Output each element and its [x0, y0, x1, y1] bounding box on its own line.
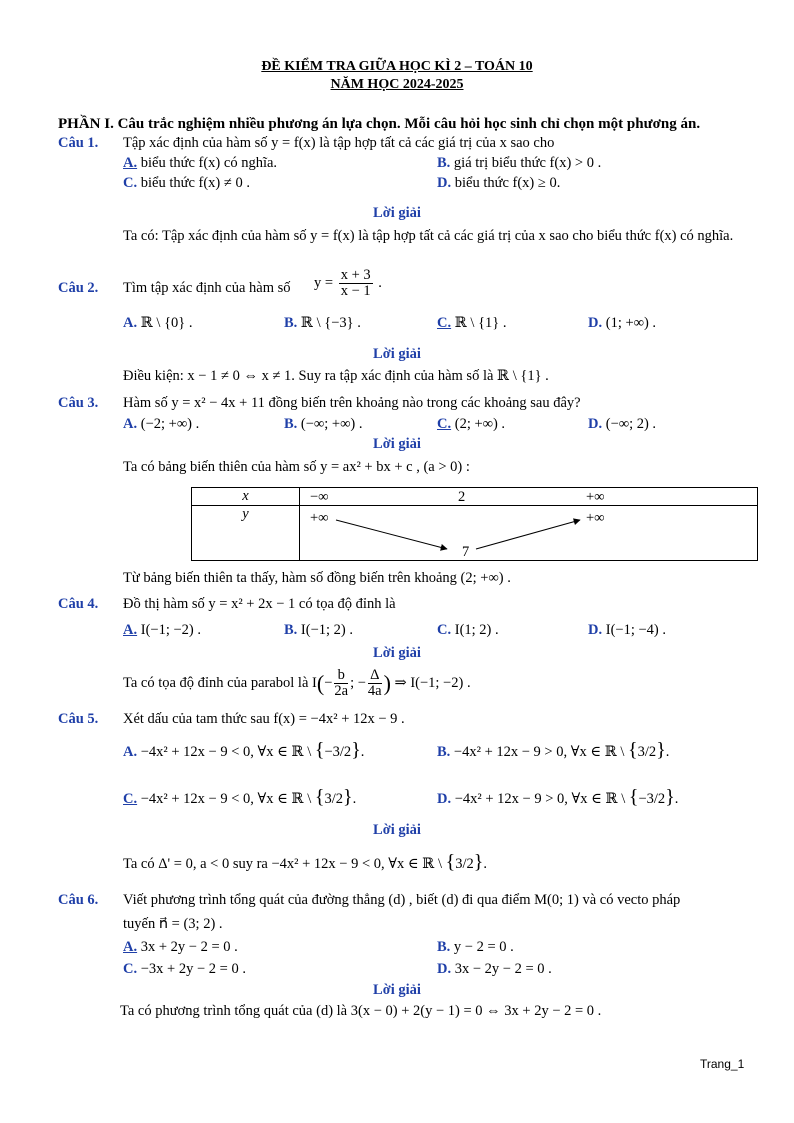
option-fraction: 3/2 — [324, 791, 343, 807]
option-text: ℝ \ {0} . — [140, 315, 193, 331]
fraction-numerator: b — [334, 668, 348, 684]
option-text: ℝ \ {−3} . — [300, 315, 361, 331]
table-cell-y-values — [300, 506, 758, 561]
option-label: B. — [437, 939, 451, 955]
q1-option-c — [123, 175, 250, 192]
option-text: biểu thức f(x) ≥ 0. — [454, 175, 561, 191]
fraction-denominator: 2a — [334, 683, 349, 700]
variation-table — [191, 487, 758, 561]
q4-option-a — [123, 622, 201, 639]
option-label: A. — [123, 155, 138, 171]
y-value-right: +∞ — [586, 510, 605, 526]
solution-result: ⇒ I(−1; −2) . — [394, 675, 471, 692]
q5-text: Xét dấu của tam thức sau f(x) = −4x² + 12x − 9 . — [123, 711, 405, 727]
q5-number: Câu 5. — [58, 711, 99, 727]
option-text: −4x² + 12x − 9 > 0, ∀x ∈ ℝ \ — [453, 744, 625, 760]
option-text: (2; +∞) . — [454, 416, 506, 432]
x-label: x — [242, 488, 249, 504]
q3-solution-label: Lời giải — [373, 436, 421, 452]
option-text: 3x − 2y − 2 = 0 . — [454, 961, 552, 977]
q3-option-d — [588, 416, 656, 433]
q3-solution-end: Từ bảng biến thiên ta thấy, hàm số đồng biến trên khoảng (2; +∞) . — [123, 570, 511, 586]
q3-solution-intro: Ta có bảng biến thiên của hàm số y = ax² + bx + c , (a > 0) : — [123, 459, 470, 475]
option-label: A. — [123, 416, 138, 432]
q2-option-a — [123, 315, 192, 332]
section-heading: PHẦN I. Câu trắc nghiệm nhiều phương án lựa chọn. Mỗi câu hỏi học sinh chỉ chọn một phương án. — [58, 116, 701, 132]
q5-solution: Ta có Δ' = 0, a < 0 suy ra −4x² + 12x − 9 < 0, ∀x ∈ ℝ \ {3/2}. — [123, 851, 487, 873]
q6-solution: Ta có phương trình tổng quát của (d) là 3(x − 0) + 2(y − 1) = 0 ⇔ 3x + 2y − 2 = 0 . — [120, 1003, 602, 1019]
option-label: D. — [588, 416, 603, 432]
option-label: C. — [123, 961, 138, 977]
option-label: C. — [437, 416, 452, 432]
table-cell-y-label — [192, 506, 300, 561]
option-label: A. — [123, 622, 138, 638]
q2-option-c — [437, 315, 506, 332]
option-text: y − 2 = 0 . — [453, 939, 514, 955]
option-label: D. — [588, 315, 603, 331]
x-value: −∞ — [310, 489, 329, 505]
option-text: (−∞; +∞) . — [300, 416, 363, 432]
option-label: C. — [123, 175, 138, 191]
q3-option-c — [437, 416, 505, 433]
option-label: C. — [437, 622, 452, 638]
solution-text: Ta có tọa độ đỉnh của parabol là I — [123, 675, 317, 692]
q2-function: y = $\frac{x + 3}{x - 1}$ . — [314, 267, 382, 300]
y-label: y — [242, 506, 249, 522]
q2-option-d — [588, 315, 656, 332]
option-text: biểu thức f(x) có nghĩa. — [140, 155, 278, 171]
q6-text-line1: Viết phương trình tổng quát của đường thẳng (d) , biết (d) đi qua điểm M(0; 1) và có vecto pháp — [123, 892, 681, 908]
q5-option-b: B. −4x² + 12x − 9 > 0, ∀x ∈ ℝ \ {3/2}. — [437, 739, 670, 761]
q5-option-a: A. −4x² + 12x − 9 < 0, ∀x ∈ ℝ \ {−3/2}. — [123, 739, 365, 761]
solution-fraction: 3/2 — [455, 856, 474, 872]
q1-text: Tập xác định của hàm số y = f(x) là tập hợp tất cả các giá trị của x sao cho — [123, 135, 555, 151]
fraction — [368, 668, 382, 699]
q4-number: Câu 4. — [58, 596, 99, 612]
option-label: D. — [437, 791, 452, 807]
q4-solution-label: Lời giải — [373, 645, 421, 661]
increasing-arrow — [476, 520, 580, 549]
q5-solution-label: Lời giải — [373, 822, 421, 838]
option-text: giá trị biểu thức f(x) > 0 . — [453, 155, 602, 171]
option-label: A. — [123, 744, 138, 760]
q4-solution: Ta có tọa độ đỉnh của parabol là I(− $\frac{b}{2a}$ ; − $\frac{\Delta}{4a}$ ) ⇒ I(−1; −2) . — [123, 667, 471, 700]
fraction — [334, 668, 348, 699]
q5-option-d: D. −4x² + 12x − 9 > 0, ∀x ∈ ℝ \ {−3/2}. — [437, 786, 679, 808]
q6-option-a — [123, 939, 238, 956]
option-text: I(−1; 2) . — [300, 622, 353, 638]
option-fraction: −3/2 — [324, 744, 352, 760]
option-label: B. — [437, 155, 451, 171]
q1-number: Câu 1. — [58, 135, 99, 151]
option-text: −4x² + 12x − 9 < 0, ∀x ∈ ℝ \ — [140, 791, 312, 807]
option-text: biểu thức f(x) ≠ 0 . — [140, 175, 250, 191]
option-text: 3x + 2y − 2 = 0 . — [140, 939, 238, 955]
q2-solution-label: Lời giải — [373, 346, 421, 362]
option-text: I(1; 2) . — [454, 622, 499, 638]
q6-option-c — [123, 961, 246, 978]
y-value-left: +∞ — [310, 510, 329, 526]
q3-option-a — [123, 416, 199, 433]
q4-option-c — [437, 622, 499, 639]
decreasing-arrow — [336, 520, 447, 549]
q3-number: Câu 3. — [58, 395, 99, 411]
option-text: −3x + 2y − 2 = 0 . — [140, 961, 246, 977]
y-value-min: 7 — [462, 544, 470, 560]
option-text: −4x² + 12x − 9 > 0, ∀x ∈ ℝ \ — [454, 791, 626, 807]
q2-option-b — [284, 315, 361, 332]
fraction — [339, 268, 373, 299]
page-number: Trang_1 — [700, 1057, 745, 1071]
option-label: A. — [123, 315, 138, 331]
q6-number: Câu 6. — [58, 892, 99, 908]
option-label: B. — [437, 744, 451, 760]
option-label: D. — [437, 961, 452, 977]
q3-text: Hàm số y = x² − 4x + 11 đồng biến trên khoảng nào trong các khoảng sau đây? — [123, 395, 581, 411]
option-text: −4x² + 12x − 9 < 0, ∀x ∈ ℝ \ — [140, 744, 312, 760]
q4-option-b — [284, 622, 353, 639]
q2-number: Câu 2. — [58, 280, 99, 296]
q4-option-d — [588, 622, 666, 639]
exam-title: ĐỀ KIỂM TRA GIỮA HỌC KÌ 2 – TOÁN 10 — [261, 59, 533, 74]
option-text: (1; +∞) . — [605, 315, 657, 331]
q1-option-d — [437, 175, 560, 192]
option-text: ℝ \ {1} . — [454, 315, 507, 331]
fraction-denominator: x − 1 — [340, 283, 371, 300]
option-label: D. — [588, 622, 603, 638]
fraction-denominator: 4a — [367, 683, 382, 700]
function-lhs: y = — [314, 275, 334, 292]
q6-solution-label: Lời giải — [373, 982, 421, 998]
q6-text-line2: tuyến n⃗ = (3; 2) . — [123, 916, 223, 932]
option-label: B. — [284, 622, 298, 638]
variation-arrows — [300, 506, 760, 562]
q1-option-b — [437, 155, 601, 172]
q2-text: Tìm tập xác định của hàm số — [123, 280, 291, 296]
q1-solution-label: Lời giải — [373, 205, 421, 221]
q4-text: Đồ thị hàm số y = x² + 2x − 1 có tọa độ đỉnh là — [123, 596, 396, 612]
solution-text: Ta có Δ' = 0, a < 0 suy ra −4x² + 12x − 9 < 0, ∀x ∈ ℝ \ — [123, 856, 442, 872]
option-fraction: 3/2 — [637, 744, 657, 760]
table-cell-x-label — [192, 488, 300, 506]
x-value: 2 — [458, 489, 466, 505]
option-label: C. — [123, 791, 138, 807]
option-fraction: −3/2 — [638, 791, 666, 807]
fraction-numerator: x + 3 — [340, 267, 371, 283]
q1-solution: Ta có: Tập xác định của hàm số y = f(x) là tập hợp tất cả các giá trị của x sao cho biểu thức f(x) có nghĩa. — [123, 228, 734, 244]
x-value: +∞ — [586, 489, 605, 505]
option-label: B. — [284, 315, 298, 331]
option-label: D. — [437, 175, 452, 191]
q6-option-d — [437, 961, 552, 978]
q2-solution: Điều kiện: x − 1 ≠ 0 ⇔ x ≠ 1. Suy ra tập xác định của hàm số là ℝ \ {1} . — [123, 368, 549, 384]
fraction-numerator: Δ — [368, 668, 382, 684]
option-label: B. — [284, 416, 298, 432]
q5-option-c: C. −4x² + 12x − 9 < 0, ∀x ∈ ℝ \ {3/2}. — [123, 786, 357, 808]
option-text: I(−1; −4) . — [605, 622, 666, 638]
option-label: A. — [123, 939, 138, 955]
option-text: (−∞; 2) . — [605, 416, 657, 432]
option-text: I(−1; −2) . — [140, 622, 201, 638]
q6-option-b — [437, 939, 514, 956]
school-year: NĂM HỌC 2024-2025 — [330, 77, 464, 92]
q1-option-a — [123, 155, 277, 172]
option-text: (−2; +∞) . — [140, 416, 200, 432]
option-label: C. — [437, 315, 452, 331]
q3-option-b — [284, 416, 363, 433]
table-cell-x-values — [300, 488, 758, 506]
